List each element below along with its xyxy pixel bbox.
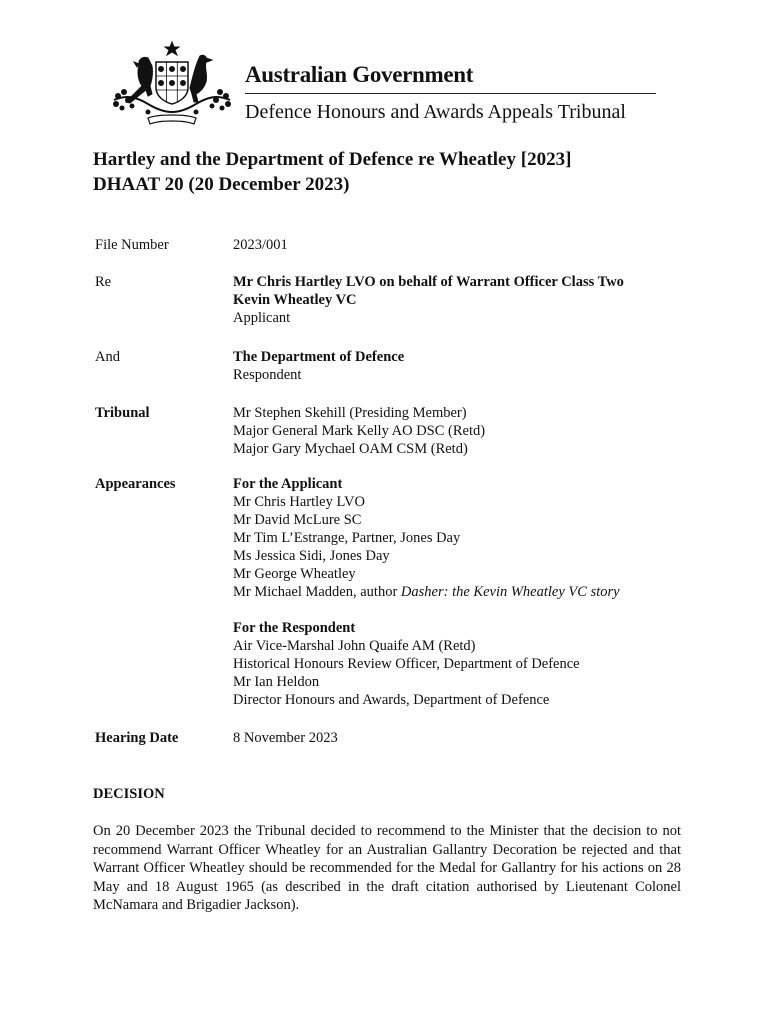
file-number-value: 2023/001 xyxy=(233,237,288,253)
and-label: And xyxy=(95,349,120,365)
applicant-heading: For the Applicant xyxy=(233,476,343,492)
respondent-appearance: Historical Honours Review Officer, Department of Defence xyxy=(233,656,580,672)
appearances-label: Appearances xyxy=(95,476,176,492)
tribunal-label: Tribunal xyxy=(95,405,150,421)
hearing-date-label: Hearing Date xyxy=(95,730,179,746)
hearing-date-value: 8 November 2023 xyxy=(233,730,338,746)
respondent-name: The Department of Defence xyxy=(233,349,405,365)
author-prefix: Mr Michael Madden, author xyxy=(233,584,401,600)
applicant-appearance: Mr George Wheatley xyxy=(233,566,356,582)
applicant-appearance xyxy=(233,583,703,601)
tribunal-member: Major Gary Mychael OAM CSM (Retd) xyxy=(233,441,468,457)
applicant-appearance: Mr Tim L’Estrange, Partner, Jones Day xyxy=(233,530,461,546)
applicant-name-line-2: Kevin Wheatley VC xyxy=(233,292,357,308)
applicant-appearance: Mr Chris Hartley LVO xyxy=(233,494,365,510)
respondent-appearance: Mr Ian Heldon xyxy=(233,674,320,690)
decision-text: On 20 December 2023 the Tribunal decided to recommend to the Minister that the decision to not recommend Warrant Officer Wheatley for an Australian Gallantry Decoration be rejected and that Warrant Officer Wheatley should be recommended for the Medal for Gallantry for his actions on 28 May and 18 August 1965 (as described in the draft citation authorised by Lieutenant Colonel McNamara and Brigadier Jackson). xyxy=(93,823,681,914)
respondent-appearance: Director Honours and Awards, Department of Defence xyxy=(233,692,550,708)
re-label: Re xyxy=(95,274,112,290)
page-title xyxy=(93,147,693,197)
tribunal-members xyxy=(233,404,703,458)
re-value xyxy=(233,273,703,327)
and-value xyxy=(233,348,703,384)
file-number-label: File Number xyxy=(95,237,169,253)
applicant-appearance: Mr David McLure SC xyxy=(233,512,362,528)
respondent-appearance: Air Vice-Marshal John Quaife AM (Retd) xyxy=(233,638,476,654)
title-line-2: DHAAT 20 (20 December 2023) xyxy=(93,174,350,195)
decision-heading: DECISION xyxy=(93,786,165,802)
tribunal-member: Major General Mark Kelly AO DSC (Retd) xyxy=(233,423,486,439)
respondent-role: Respondent xyxy=(233,367,302,383)
government-name: Australian Government xyxy=(245,62,474,87)
spacer xyxy=(233,601,703,619)
coat-of-arms-icon xyxy=(108,40,236,126)
respondent-heading: For the Respondent xyxy=(233,620,356,636)
header-divider xyxy=(245,93,656,94)
agency-name: Defence Honours and Awards Appeals Tribunal xyxy=(245,101,626,123)
book-title: Dasher: the Kevin Wheatley VC story xyxy=(400,584,620,600)
applicant-role: Applicant xyxy=(233,310,291,326)
applicant-appearance: Ms Jessica Sidi, Jones Day xyxy=(233,548,390,564)
tribunal-member: Mr Stephen Skehill (Presiding Member) xyxy=(233,405,467,421)
appearances-list xyxy=(233,475,703,709)
applicant-name-line-1: Mr Chris Hartley LVO on behalf of Warrant Officer Class Two xyxy=(233,274,624,290)
title-line-1: Hartley and the Department of Defence re Wheatley [2023] xyxy=(93,149,572,170)
